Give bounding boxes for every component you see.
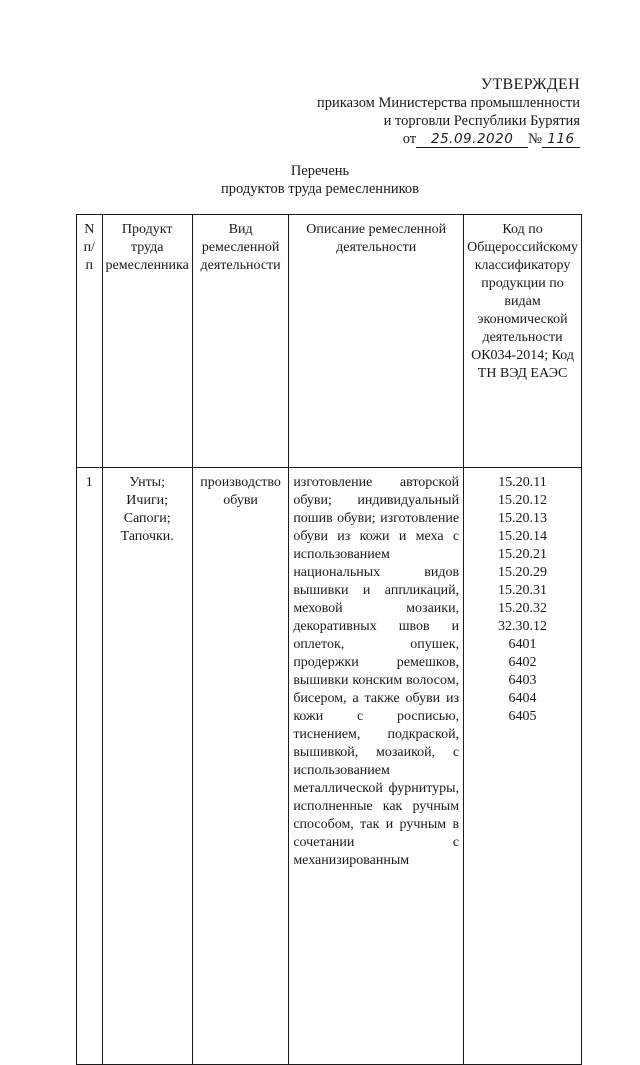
code-item: 15.20.31: [498, 583, 548, 598]
code-item: 15.20.12: [498, 493, 548, 508]
code-item: 15.20.11: [498, 475, 547, 490]
handwritten-number: 116: [542, 131, 580, 148]
code-item: 15.20.32: [498, 601, 548, 616]
code-item: 15.20.14: [498, 529, 548, 544]
row-number: 1: [77, 468, 103, 1065]
code-item: 15.20.21: [498, 547, 548, 562]
product-item: Сапоги;: [123, 511, 171, 526]
handwritten-date: 25.09.2020: [416, 131, 528, 148]
row-description: изготовление авторской обуви; индивидуальный пошив обуви; изготовление обуви из кожи и меха с использованием национальных видов вышивки и аппликаций, меховой мозаики, декоративных швов и оплеток, опушек, продержки ремешков, вышивки конским волосом, бисером, а также обуви из кожи с росписью, тиснением, подкраской, вышивкой, мозаикой, с использованием металлической фурнитуры, исполненные как ручным способом, так и ручным в сочетании с механизированным: [289, 468, 464, 1065]
document-title: [0, 162, 640, 198]
product-item: Тапочки.: [120, 529, 174, 544]
products-table: [76, 214, 582, 1065]
header-activity-type: Вид ремесленной деятельности: [192, 215, 288, 468]
code-item: 15.20.13: [498, 511, 548, 526]
row-activity-type: производство обуви: [192, 468, 288, 1065]
table-header-row: [77, 215, 582, 468]
from-label: от: [402, 131, 417, 147]
code-item: 15.20.29: [498, 565, 548, 580]
approval-date-number-line: [403, 130, 580, 148]
approval-order-line: приказом Министерства промышленности: [317, 95, 580, 111]
code-item: 32.30.12: [498, 619, 548, 634]
product-item: Ичиги;: [126, 493, 169, 508]
header-product: Продукт труда ремесленника: [102, 215, 192, 468]
approval-ministry-line: и торговли Республики Бурятия: [383, 113, 580, 129]
approved-heading: УТВЕРЖДЕН: [480, 76, 580, 93]
code-item: 6403: [508, 673, 537, 688]
code-item: 6402: [508, 655, 537, 670]
header-number: N п/п: [77, 215, 103, 468]
row-codes: [464, 468, 582, 1065]
code-item: 6401: [508, 637, 537, 652]
approval-block: [317, 76, 580, 148]
product-item: Унты;: [129, 475, 165, 490]
table-row: [77, 468, 582, 1065]
header-classification-code: Код по Общероссийскому классификатору продукции по видам экономической деятельности ОК034-2014; Код ТН ВЭД ЕАЭС: [464, 215, 582, 468]
row-products: [102, 468, 192, 1065]
title-line-1: Перечень: [290, 163, 350, 179]
header-description: Описание ремесленной деятельности: [289, 215, 464, 468]
code-item: 6405: [508, 709, 537, 724]
title-line-2: продуктов труда ремесленников: [221, 181, 419, 197]
number-label: №: [528, 131, 542, 147]
code-item: 6404: [508, 691, 537, 706]
